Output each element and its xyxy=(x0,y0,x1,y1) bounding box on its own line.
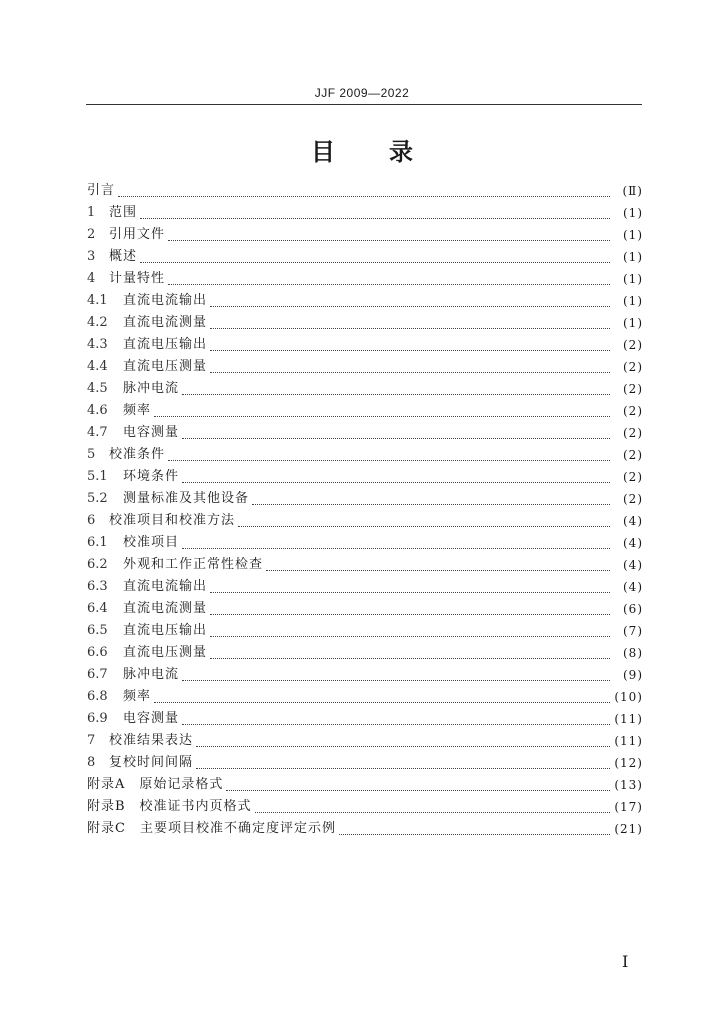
toc-entry[interactable] xyxy=(87,510,643,532)
toc-entry-page: (8) xyxy=(623,646,643,660)
toc-entry-number: 6.7 xyxy=(87,667,108,682)
toc-entry[interactable] xyxy=(87,796,643,818)
toc-entry-label: 直流电压输出 xyxy=(123,623,208,638)
toc-leader-dots xyxy=(140,248,610,263)
toc-entry[interactable] xyxy=(87,752,643,774)
toc-entry-page: (12) xyxy=(614,756,643,770)
toc-entry[interactable] xyxy=(87,488,643,510)
toc-entry-page: (4) xyxy=(623,558,643,572)
toc-leader-dots xyxy=(182,534,610,549)
toc-entry-page: (2) xyxy=(623,492,643,506)
toc-entry[interactable] xyxy=(87,312,643,334)
toc-entry-label: 频率 xyxy=(123,403,152,418)
toc-entry-label: 频率 xyxy=(123,689,152,704)
toc-entry-page: (4) xyxy=(623,536,643,550)
toc-leader-dots xyxy=(210,644,610,659)
toc-entry-page: (2) xyxy=(623,448,643,462)
toc-leader-dots xyxy=(182,666,610,681)
toc-leader-dots xyxy=(118,182,610,197)
toc-entry[interactable] xyxy=(87,466,643,488)
toc-entry[interactable] xyxy=(87,444,643,466)
toc-leader-dots xyxy=(182,710,610,725)
toc-entry-label: 复校时间间隔 xyxy=(109,755,194,770)
toc-entry[interactable] xyxy=(87,664,643,686)
toc-entry-page: (2) xyxy=(623,382,643,396)
toc-entry-label: 直流电流测量 xyxy=(123,601,208,616)
toc-entry[interactable] xyxy=(87,290,643,312)
toc-entry-label: 电容测量 xyxy=(123,711,180,726)
toc-entry[interactable] xyxy=(87,686,643,708)
toc-leader-dots xyxy=(140,204,610,219)
toc-entry[interactable] xyxy=(87,378,643,400)
toc-entry-number: 5.2 xyxy=(87,491,108,506)
toc-entry-page: (4) xyxy=(623,514,643,528)
toc-leader-dots xyxy=(182,380,610,395)
toc-entry-page: (10) xyxy=(614,690,643,704)
toc-entry-page: (1) xyxy=(623,206,643,220)
toc-entry-page: (7) xyxy=(623,624,643,638)
toc-entry-number: 4.7 xyxy=(87,425,108,440)
toc-leader-dots xyxy=(168,226,610,241)
toc-entry[interactable] xyxy=(87,774,643,796)
toc-entry[interactable] xyxy=(87,818,643,840)
toc-entry-label: 校准项目和校准方法 xyxy=(109,513,236,528)
toc-entry-number: 5 xyxy=(87,447,96,462)
toc-leader-dots xyxy=(226,776,610,791)
toc-entry-page: (4) xyxy=(623,580,643,594)
toc-entry-page: (2) xyxy=(623,404,643,418)
toc-entry-page: (2) xyxy=(623,426,643,440)
toc-entry[interactable] xyxy=(87,268,643,290)
toc-entry[interactable] xyxy=(87,576,643,598)
page-number: I xyxy=(622,952,629,971)
toc-entry-label: 直流电压测量 xyxy=(123,645,208,660)
toc-entry-label: 附录C 主要项目校准不确定度评定示例 xyxy=(87,821,336,836)
toc-leader-dots xyxy=(154,688,610,703)
toc-entry[interactable] xyxy=(87,620,643,642)
toc-leader-dots xyxy=(210,600,610,615)
toc-entry[interactable] xyxy=(87,224,643,246)
page-title: 目录 xyxy=(311,138,467,166)
toc-entry[interactable] xyxy=(87,642,643,664)
toc-entry-page: (11) xyxy=(614,734,643,748)
toc-entry-page: (9) xyxy=(623,668,643,682)
table-of-contents xyxy=(87,180,643,840)
toc-leader-dots xyxy=(196,732,610,747)
toc-entry[interactable] xyxy=(87,180,643,202)
toc-entry-number: 6.9 xyxy=(87,711,108,726)
toc-entry-label: 直流电流输出 xyxy=(123,293,208,308)
toc-leader-dots xyxy=(182,424,610,439)
toc-leader-dots xyxy=(196,754,610,769)
toc-entry-number: 2 xyxy=(87,227,96,242)
toc-entry-page: (2) xyxy=(623,360,643,374)
toc-entry-page: (11) xyxy=(614,712,643,726)
toc-leader-dots xyxy=(210,314,610,329)
toc-entry-label: 直流电压输出 xyxy=(123,337,208,352)
toc-leader-dots xyxy=(255,798,610,813)
toc-entry-number: 6.3 xyxy=(87,579,108,594)
toc-leader-dots xyxy=(252,490,610,505)
toc-entry-number: 3 xyxy=(87,249,96,264)
toc-entry-number: 4.1 xyxy=(87,293,108,308)
toc-entry-label: 直流电流测量 xyxy=(123,315,208,330)
toc-entry[interactable] xyxy=(87,532,643,554)
toc-entry-page: (1) xyxy=(623,294,643,308)
toc-entry-page: (Ⅱ) xyxy=(622,184,643,198)
toc-entry-label: 范围 xyxy=(109,205,138,220)
toc-leader-dots xyxy=(238,512,610,527)
toc-entry-label: 引用文件 xyxy=(109,227,166,242)
toc-entry-page: (1) xyxy=(623,316,643,330)
header-divider xyxy=(86,104,642,105)
toc-entry-number: 4 xyxy=(87,271,96,286)
toc-leader-dots xyxy=(168,446,610,461)
toc-entry-label: 直流电流输出 xyxy=(123,579,208,594)
toc-entry-label: 校准项目 xyxy=(123,535,180,550)
toc-entry[interactable] xyxy=(87,554,643,576)
toc-entry-label: 校准条件 xyxy=(109,447,166,462)
toc-entry-label: 直流电压测量 xyxy=(123,359,208,374)
toc-entry-label: 计量特性 xyxy=(109,271,166,286)
toc-entry[interactable] xyxy=(87,356,643,378)
toc-leader-dots xyxy=(210,336,610,351)
toc-leader-dots xyxy=(154,402,610,417)
toc-entry-number: 4.5 xyxy=(87,381,108,396)
toc-entry-number: 6.1 xyxy=(87,535,108,550)
toc-leader-dots xyxy=(210,292,610,307)
toc-entry[interactable] xyxy=(87,334,643,356)
toc-entry-number: 7 xyxy=(87,733,96,748)
toc-entry-number: 8 xyxy=(87,755,96,770)
toc-entry-label: 电容测量 xyxy=(123,425,180,440)
toc-entry-page: (2) xyxy=(623,470,643,484)
toc-entry-number: 6.6 xyxy=(87,645,108,660)
toc-entry-page: (1) xyxy=(623,250,643,264)
toc-entry-label: 校准结果表达 xyxy=(109,733,194,748)
toc-entry-label: 脉冲电流 xyxy=(123,381,180,396)
toc-entry-number: 6 xyxy=(87,513,96,528)
toc-entry[interactable] xyxy=(87,202,643,224)
toc-entry-number: 1 xyxy=(87,205,96,220)
toc-entry-number: 6.5 xyxy=(87,623,108,638)
toc-entry-page: (6) xyxy=(623,602,643,616)
toc-leader-dots xyxy=(168,270,610,285)
toc-entry[interactable] xyxy=(87,246,643,268)
toc-leader-dots xyxy=(210,622,610,637)
toc-entry[interactable] xyxy=(87,730,643,752)
toc-entry-page: (2) xyxy=(623,338,643,352)
toc-leader-dots xyxy=(210,578,610,593)
toc-entry-number: 5.1 xyxy=(87,469,108,484)
toc-entry[interactable] xyxy=(87,422,643,444)
toc-leader-dots xyxy=(266,556,610,571)
toc-entry-number: 4.4 xyxy=(87,359,108,374)
toc-entry-label: 脉冲电流 xyxy=(123,667,180,682)
toc-entry-label: 环境条件 xyxy=(123,469,180,484)
toc-entry[interactable] xyxy=(87,708,643,730)
toc-entry[interactable] xyxy=(87,598,643,620)
toc-entry-number: 4.6 xyxy=(87,403,108,418)
toc-entry-label: 外观和工作正常性检查 xyxy=(123,557,264,572)
toc-entry-page: (1) xyxy=(623,272,643,286)
toc-entry-page: (17) xyxy=(614,800,643,814)
toc-entry-number: 6.4 xyxy=(87,601,108,616)
toc-entry-number: 6.2 xyxy=(87,557,108,572)
toc-entry-number: 6.8 xyxy=(87,689,108,704)
toc-leader-dots xyxy=(210,358,610,373)
toc-entry-page: (1) xyxy=(623,228,643,242)
toc-entry-label: 引言 xyxy=(87,183,116,198)
toc-entry[interactable] xyxy=(87,400,643,422)
toc-entry-label: 附录B 校准证书内页格式 xyxy=(87,799,252,814)
toc-entry-page: (21) xyxy=(614,822,643,836)
toc-entry-label: 测量标准及其他设备 xyxy=(123,491,250,506)
toc-entry-label: 附录A 原始记录格式 xyxy=(87,777,224,792)
toc-entry-number: 4.2 xyxy=(87,315,108,330)
toc-entry-label: 概述 xyxy=(109,249,138,264)
toc-entry-number: 4.3 xyxy=(87,337,108,352)
toc-leader-dots xyxy=(339,820,610,835)
toc-entry-page: (13) xyxy=(614,778,643,792)
toc-leader-dots xyxy=(182,468,610,483)
running-header: JJF 2009—2022 xyxy=(314,86,410,100)
